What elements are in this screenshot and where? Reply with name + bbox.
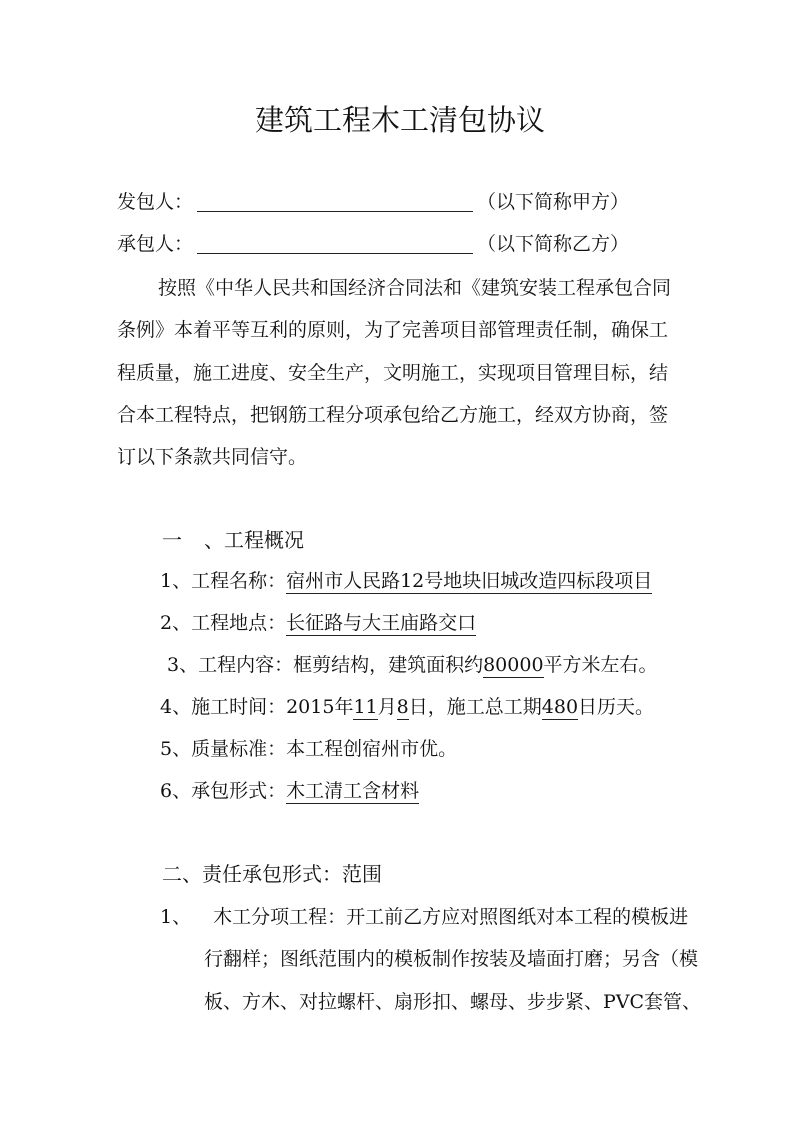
start-day-value: 8 — [396, 696, 409, 718]
party-a-note: （以下简称甲方） — [477, 191, 630, 213]
section-1-item-5: 5、质量标准：本工程创宿州市优。 — [160, 738, 458, 760]
section-2-item-1-number: 1、 — [160, 906, 192, 928]
section-2-item-1-line-2: 行翻样；图纸范围内的模板制作按装及墙面打磨；另含（模 — [204, 948, 699, 970]
section-2-heading: 二、责任承包形式：范围 — [162, 862, 382, 886]
item-2-label: 2、工程地点： — [160, 612, 287, 634]
party-a-blank — [197, 210, 473, 212]
intro-line-3: 程质量，施工进度、安全生产，文明施工，实现项目管理目标，结 — [117, 362, 669, 384]
item-3-suffix: 平方米左右。 — [543, 654, 658, 676]
section-2-item-1-line-1 — [160, 905, 688, 929]
party-b-note: （以下简称乙方） — [477, 233, 630, 255]
party-a-label: 发包人： — [117, 191, 194, 213]
section-1-item-3 — [167, 653, 658, 677]
item-4-mid-2: 日，施工总工期 — [408, 696, 542, 718]
building-area-value: 80000 — [483, 654, 544, 676]
item-6-label: 6、承包形式： — [160, 780, 287, 802]
party-b-line — [117, 232, 629, 256]
party-b-label: 承包人： — [117, 233, 194, 255]
intro-line-4: 合本工程特点，把钢筋工程分项承包给乙方施工，经双方协商，签 — [117, 404, 669, 426]
party-a-line — [117, 190, 629, 214]
item-1-label: 1、工程名称： — [160, 570, 287, 592]
project-location-value: 长征路与大王庙路交口 — [286, 612, 477, 634]
duration-days-value: 480 — [541, 696, 579, 718]
intro-line-1: 按照《中华人民共和国经济合同法和《建筑安装工程承包合同 — [158, 277, 672, 299]
item-3-prefix: 3、工程内容：框剪结构，建筑面积约 — [167, 654, 484, 676]
project-name-value: 宿州市人民路12号地块旧城改造四标段项目 — [286, 570, 653, 592]
section-1-item-6 — [160, 779, 419, 803]
contract-form-value: 木工清工含材料 — [286, 780, 420, 802]
section-1-item-1 — [160, 569, 652, 593]
intro-line-5: 订以下条款共同信守。 — [117, 446, 308, 468]
start-month-value: 11 — [353, 696, 378, 718]
party-b-blank — [197, 252, 473, 254]
item-4-prefix: 4、施工时间：2015年 — [160, 696, 354, 718]
item-4-mid-1: 月 — [377, 696, 397, 718]
intro-line-2: 条例》本着平等互利的原则，为了完善项目部管理责任制，确保工 — [117, 319, 669, 341]
section-1-item-4 — [160, 695, 654, 719]
section-1-number: 一 — [162, 528, 182, 552]
section-2-item-1-text-1: 木工分项工程：开工前乙方应对照图纸对本工程的模板进 — [213, 906, 689, 928]
section-2-item-1-line-3: 板、方木、对拉螺杆、扇形扣、螺母、步步紧、PVC套管、 — [204, 991, 702, 1013]
document-title: 建筑工程木工清包协议 — [254, 103, 545, 137]
section-1-item-2 — [160, 611, 476, 635]
section-1-title: 、工程概况 — [204, 528, 304, 552]
item-4-suffix: 日历天。 — [578, 696, 655, 718]
section-1-heading — [162, 528, 304, 552]
